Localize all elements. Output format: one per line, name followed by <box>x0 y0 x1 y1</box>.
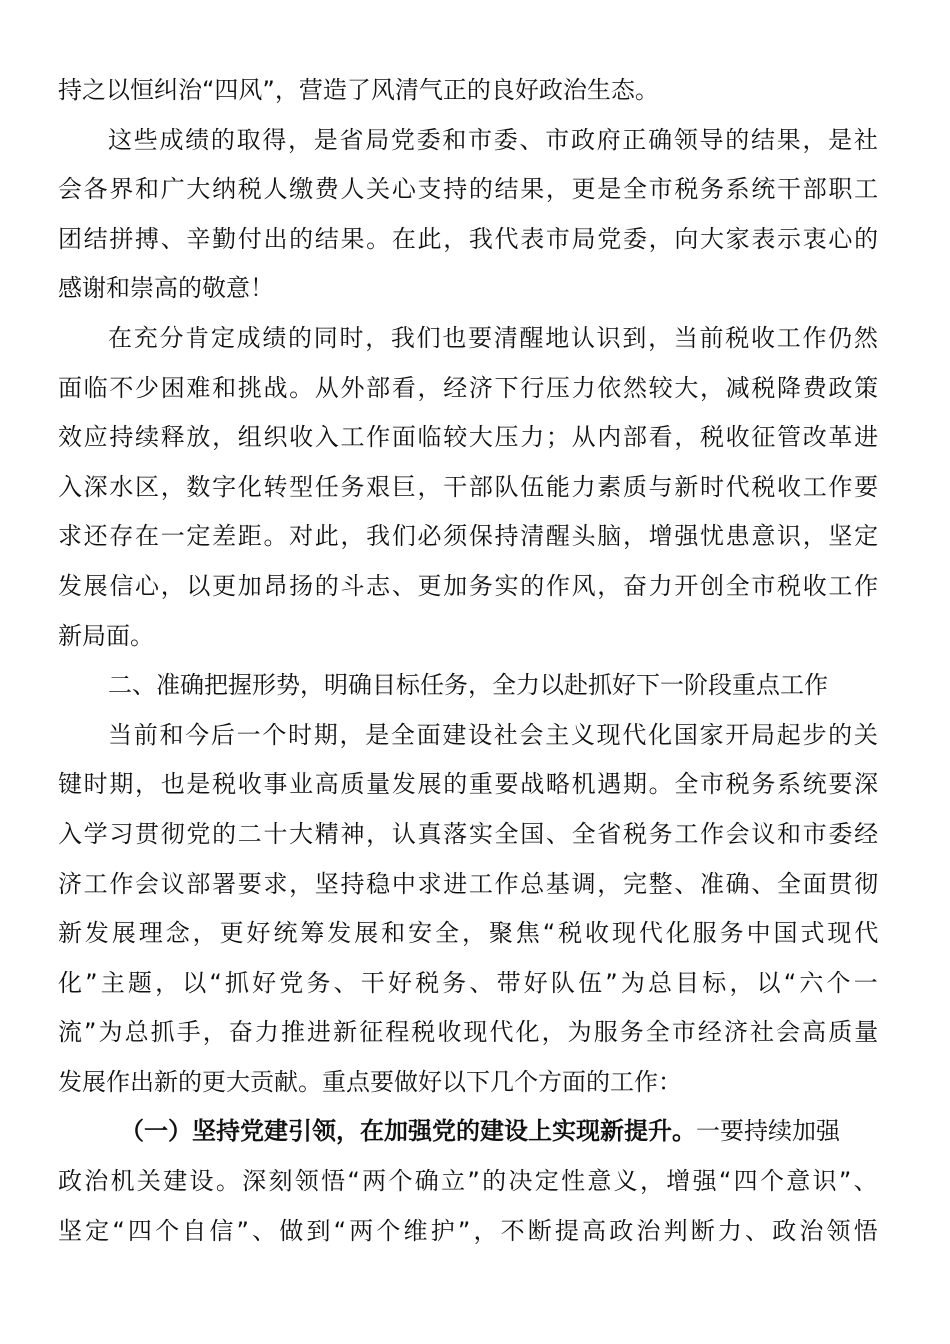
line-text: 新发展理念，更好统筹发展和安全，聚焦“税收现代化服务中国式现代 <box>58 919 882 948</box>
line-text: 发展信心，以更加昂扬的斗志、更加务实的作风，奋力开创全市税收工作 <box>58 571 880 600</box>
line-text: 在充分肯定成绩的同时，我们也要清醒地认识到，当前税收工作仍然 <box>108 323 880 352</box>
text-line <box>58 413 878 463</box>
line-text: 新局面。 <box>58 621 154 650</box>
line-text: 效应持续释放，组织收入工作面临较大压力；从内部看，税收征管改革进 <box>58 423 880 452</box>
text-line <box>58 165 878 215</box>
text-line <box>58 612 878 662</box>
text-line <box>58 215 878 265</box>
subsection-heading: （一）坚持党建引领，在加强党的建设上实现新提升。 <box>120 1117 696 1146</box>
paragraph-start-line <box>58 314 878 364</box>
line-text: 感谢和崇高的敬意！ <box>58 274 274 303</box>
line-text: 持之以恒纠治“四风”，营造了风清气正的良好政治生态。 <box>58 76 659 104</box>
line-text: 坚定“四个自信”、做到“两个维护”，不断提高政治判断力、政治领悟 <box>58 1216 881 1245</box>
text-line <box>58 909 882 959</box>
line-text: 入深水区，数字化转型任务艰巨，干部队伍能力素质与新时代税收工作要 <box>58 472 880 501</box>
text-line <box>58 760 878 810</box>
line-text: 入学习贯彻党的二十大精神，认真落实全国、全省税务工作会议和市委经 <box>58 819 880 848</box>
line-text: 会各界和广大纳税人缴费人关心支持的结果，更是全市税务系统干部职工 <box>58 175 880 204</box>
line-text: 政治机关建设。深刻领悟“两个确立”的决定性意义，增强“四个意识”、 <box>58 1167 880 1196</box>
text-line <box>58 1058 878 1108</box>
subsection-heading-line <box>58 1107 878 1157</box>
text-line <box>58 1008 881 1058</box>
text-line <box>58 512 878 562</box>
text-line <box>58 66 878 116</box>
text-line <box>58 264 878 314</box>
section-heading <box>58 661 878 711</box>
line-text: 团结拼搏、辛勤付出的结果。在此，我代表市局党委，向大家表示衷心的 <box>58 224 880 253</box>
paragraph-start-line <box>58 116 878 166</box>
paragraph-start-line <box>58 711 878 761</box>
line-text: 求还存在一定差距。对此，我们必须保持清醒头脑，增强忧患意识，坚定 <box>58 522 880 551</box>
text-line <box>58 810 878 860</box>
text-line <box>58 562 878 612</box>
body-text <box>58 66 882 1256</box>
text-line <box>58 860 878 910</box>
line-text: 这些成绩的取得，是省局党委和市委、市政府正确领导的结果，是社 <box>108 125 880 154</box>
line-text: 面临不少困难和挑战。从外部看，经济下行压力依然较大，减税降费政策 <box>58 373 880 402</box>
line-text: 键时期，也是税收事业高质量发展的重要战略机遇期。全市税务系统要深 <box>58 770 880 799</box>
section-heading-text: 二、准确把握形势，明确目标任务，全力以赴抓好下一阶段重点工作 <box>108 671 828 700</box>
line-text: 当前和今后一个时期，是全面建设社会主义现代化国家开局起步的关 <box>108 720 880 749</box>
text-line <box>58 364 878 414</box>
text-line <box>58 959 881 1009</box>
line-text: 一要持续加强 <box>696 1117 840 1146</box>
text-line <box>58 1207 881 1257</box>
line-text: 化”主题，以“抓好党务、干好税务、带好队伍”为总目标，以“六个一 <box>58 968 881 997</box>
line-text: 发展作出新的更大贡献。重点要做好以下几个方面的工作： <box>58 1067 682 1096</box>
text-line <box>58 463 878 513</box>
line-text: 济工作会议部署要求，坚持稳中求进工作总基调，完整、准确、全面贯彻 <box>58 869 880 898</box>
text-line <box>58 1157 878 1207</box>
line-text: 流”为总抓手，奋力推进新征程税收现代化，为服务全市经济社会高质量 <box>58 1018 881 1047</box>
